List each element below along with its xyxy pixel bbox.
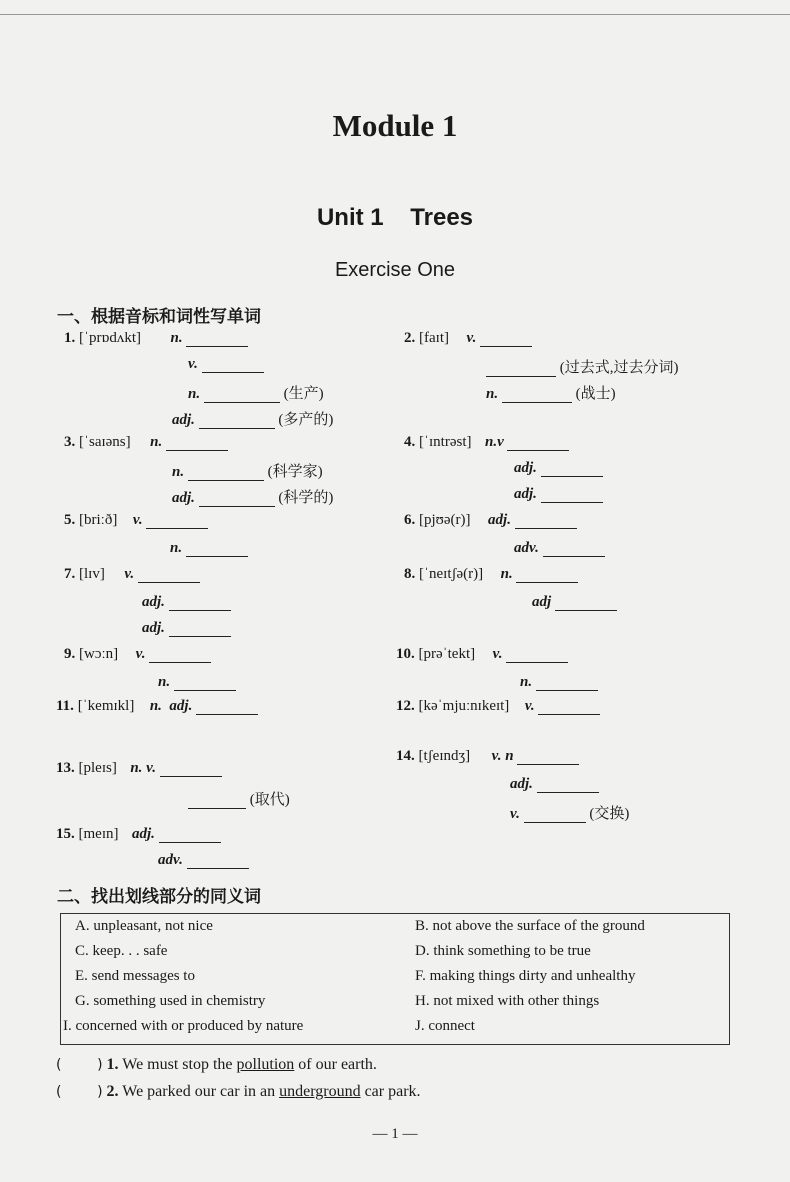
phonetic: [pleɪs]	[78, 760, 117, 776]
question-number: 1.	[106, 1056, 119, 1073]
item-number: 9.	[64, 646, 76, 662]
part-of-speech: n.	[170, 330, 183, 346]
part-of-speech: n.	[486, 386, 499, 402]
chinese-hint: (多产的)	[278, 412, 334, 428]
part-of-speech: adj.	[131, 826, 155, 842]
top-frame-line	[0, 0, 790, 15]
item-8-row-2	[532, 594, 617, 611]
item-number: 10.	[396, 646, 415, 662]
item-13-row-2	[188, 788, 290, 809]
item-7-row-2	[142, 594, 231, 611]
section-1-heading: 一、根据音标和词性写单词	[57, 307, 261, 327]
part-of-speech: n.	[150, 434, 163, 450]
answer-blank[interactable]	[507, 436, 569, 451]
synonym-options-box	[60, 913, 730, 1045]
answer-blank[interactable]	[517, 750, 579, 765]
phonetic: [ˈɪntrəst]	[419, 434, 472, 450]
part-of-speech: adj.	[514, 486, 537, 502]
item-7-row-3	[142, 620, 231, 637]
part-of-speech: n. v.	[130, 760, 157, 776]
item-3-header	[64, 434, 228, 451]
answer-blank[interactable]	[186, 332, 248, 347]
answer-paren[interactable]: ( )	[56, 1084, 103, 1100]
answer-blank[interactable]	[536, 676, 598, 691]
answer-blank[interactable]	[149, 648, 211, 663]
chinese-hint: (生产)	[283, 386, 324, 402]
phonetic: [wɔːn]	[79, 646, 119, 662]
part-of-speech: v.	[524, 698, 535, 714]
answer-blank[interactable]	[204, 388, 280, 403]
part-of-speech: n. adj.	[149, 698, 193, 714]
item-14-row-2	[510, 776, 599, 793]
answer-blank[interactable]	[538, 700, 600, 715]
item-number: 2.	[404, 330, 416, 346]
item-number: 4.	[404, 434, 416, 450]
chinese-hint: (科学的)	[278, 490, 334, 506]
item-4-header	[404, 434, 569, 451]
module-title: Module 1	[332, 108, 458, 143]
answer-blank[interactable]	[524, 808, 586, 823]
chinese-hint: (取代)	[249, 792, 290, 808]
part-of-speech: v.	[124, 566, 135, 582]
item-5-header	[64, 512, 208, 529]
item-3-row-3	[172, 486, 333, 507]
item-14-row-3	[510, 802, 629, 823]
part-of-speech: adj.	[172, 412, 195, 428]
phonetic: [ˈneɪtʃə(r)]	[419, 566, 484, 582]
answer-blank[interactable]	[515, 514, 577, 529]
question-1	[56, 1056, 377, 1074]
phonetic: [lɪv]	[79, 566, 105, 582]
phonetic: [tʃeɪndʒ]	[418, 748, 471, 764]
answer-blank[interactable]	[169, 596, 231, 611]
item-2-row-2	[486, 356, 679, 377]
part-of-speech: adj.	[172, 490, 195, 506]
item-number: 12.	[396, 698, 415, 714]
underlined-word: pollution	[236, 1056, 295, 1073]
question-text: We must stop the	[122, 1056, 237, 1073]
phonetic: [pjʊə(r)]	[419, 512, 471, 528]
option-a: A. unpleasant, not nice	[75, 918, 213, 934]
chinese-hint: (科学家)	[267, 464, 323, 480]
part-of-speech: v.	[188, 356, 198, 372]
part-of-speech: n.	[170, 540, 183, 556]
item-number: 3.	[64, 434, 76, 450]
part-of-speech: v.	[492, 646, 503, 662]
item-number: 1.	[64, 330, 76, 346]
answer-blank[interactable]	[202, 358, 264, 373]
answer-blank[interactable]	[196, 700, 258, 715]
answer-paren[interactable]: ( )	[56, 1057, 103, 1073]
part-of-speech: adj.	[142, 594, 165, 610]
answer-blank[interactable]	[555, 596, 617, 611]
option-h: H. not mixed with other things	[415, 993, 600, 1009]
option-e: E. send messages to	[75, 968, 195, 984]
answer-blank[interactable]	[146, 514, 208, 529]
answer-blank[interactable]	[541, 462, 603, 477]
answer-blank[interactable]	[159, 828, 221, 843]
part-of-speech: n.	[158, 674, 171, 690]
part-of-speech: adv.	[158, 852, 183, 868]
exercise-title: Exercise One	[334, 259, 456, 281]
section-2-heading: 二、找出划线部分的同义词	[57, 887, 261, 907]
item-13-header	[56, 760, 222, 777]
item-7-header	[64, 566, 200, 583]
part-of-speech: v.	[510, 806, 520, 822]
item-number: 7.	[64, 566, 76, 582]
chinese-hint: (交换)	[589, 806, 630, 822]
item-number: 11.	[56, 698, 74, 714]
part-of-speech: v.	[132, 512, 143, 528]
question-number: 2.	[106, 1083, 119, 1100]
item-1-row-4	[172, 408, 333, 429]
part-of-speech: adj.	[142, 620, 165, 636]
item-5-row-2	[170, 540, 248, 557]
part-of-speech: v.	[466, 330, 477, 346]
option-f: F. making things dirty and unhealthy	[415, 968, 636, 984]
item-9-row-2	[158, 674, 236, 691]
part-of-speech: n.v	[484, 434, 504, 450]
part-of-speech: adj.	[488, 512, 511, 528]
answer-blank[interactable]	[188, 466, 264, 481]
item-11-header	[56, 698, 258, 715]
item-1-row-2	[188, 356, 264, 373]
item-4-row-3	[514, 486, 603, 503]
answer-blank[interactable]	[516, 568, 578, 583]
option-i: I. concerned with or produced by nature	[63, 1018, 304, 1034]
answer-blank[interactable]	[138, 568, 200, 583]
chinese-hint: (战士)	[575, 386, 616, 402]
item-15-header	[56, 826, 221, 843]
answer-blank[interactable]	[169, 622, 231, 637]
item-10-row-2	[520, 674, 598, 691]
underlined-word: underground	[279, 1083, 361, 1100]
phonetic: [ˈprɒdʌkt]	[79, 330, 141, 346]
item-2-row-3	[486, 382, 616, 403]
answer-blank[interactable]	[186, 542, 248, 557]
item-6-row-2	[514, 540, 605, 557]
item-number: 5.	[64, 512, 76, 528]
item-9-header	[64, 646, 211, 663]
answer-blank[interactable]	[199, 492, 275, 507]
part-of-speech: adj.	[510, 776, 533, 792]
answer-blank[interactable]	[187, 854, 249, 869]
item-number: 6.	[404, 512, 416, 528]
phonetic: [prəˈtekt]	[418, 646, 476, 662]
phonetic: [kəˈmjuːnɪkeɪt]	[418, 698, 510, 714]
chinese-hint: (过去式,过去分词)	[559, 360, 679, 376]
answer-blank[interactable]	[486, 362, 556, 377]
answer-blank[interactable]	[543, 542, 605, 557]
option-c: C. keep. . . safe	[75, 943, 168, 959]
item-15-row-2	[158, 852, 249, 869]
answer-blank[interactable]	[188, 794, 246, 809]
page-number: — 1 —	[372, 1126, 418, 1142]
answer-blank[interactable]	[199, 414, 275, 429]
part-of-speech: v. n	[491, 748, 514, 764]
part-of-speech: n.	[520, 674, 533, 690]
phonetic: [briːð]	[79, 512, 118, 528]
unit-title: Unit 1 Trees	[316, 204, 474, 231]
question-2	[56, 1083, 421, 1101]
item-number: 8.	[404, 566, 416, 582]
part-of-speech: adv.	[514, 540, 539, 556]
part-of-speech: n.	[188, 386, 201, 402]
item-4-row-2	[514, 460, 603, 477]
option-b: B. not above the surface of the ground	[415, 918, 645, 934]
answer-blank[interactable]	[160, 762, 222, 777]
item-12-header	[396, 698, 600, 715]
answer-blank[interactable]	[174, 676, 236, 691]
item-1-header	[64, 330, 248, 347]
part-of-speech: adj	[532, 594, 552, 610]
part-of-speech: adj.	[514, 460, 537, 476]
answer-blank[interactable]	[537, 778, 599, 793]
answer-blank[interactable]	[506, 648, 568, 663]
phonetic: [ˈkemɪkl]	[77, 698, 135, 714]
question-text: of our earth.	[294, 1056, 377, 1073]
phonetic: [meɪn]	[78, 826, 119, 842]
part-of-speech: n.	[500, 566, 513, 582]
item-6-header	[404, 512, 577, 529]
part-of-speech: v.	[135, 646, 146, 662]
answer-blank[interactable]	[502, 388, 572, 403]
question-text: We parked our car in an	[122, 1083, 280, 1100]
item-2-header	[404, 330, 532, 347]
answer-blank[interactable]	[541, 488, 603, 503]
part-of-speech: n.	[172, 464, 185, 480]
item-3-row-2	[172, 460, 323, 481]
item-10-header	[396, 646, 568, 663]
item-8-header	[404, 566, 578, 583]
answer-blank[interactable]	[480, 332, 532, 347]
phonetic: [ˈsaɪəns]	[79, 434, 131, 450]
item-14-header	[396, 748, 579, 765]
option-j: J. connect	[415, 1018, 475, 1034]
question-text: car park.	[360, 1083, 421, 1100]
item-number: 14.	[396, 748, 415, 764]
option-d: D. think something to be true	[415, 943, 591, 959]
item-number: 13.	[56, 760, 75, 776]
item-1-row-3	[188, 382, 324, 403]
option-g: G. something used in chemistry	[75, 993, 266, 1009]
phonetic: [faɪt]	[419, 330, 449, 346]
answer-blank[interactable]	[166, 436, 228, 451]
item-number: 15.	[56, 826, 75, 842]
